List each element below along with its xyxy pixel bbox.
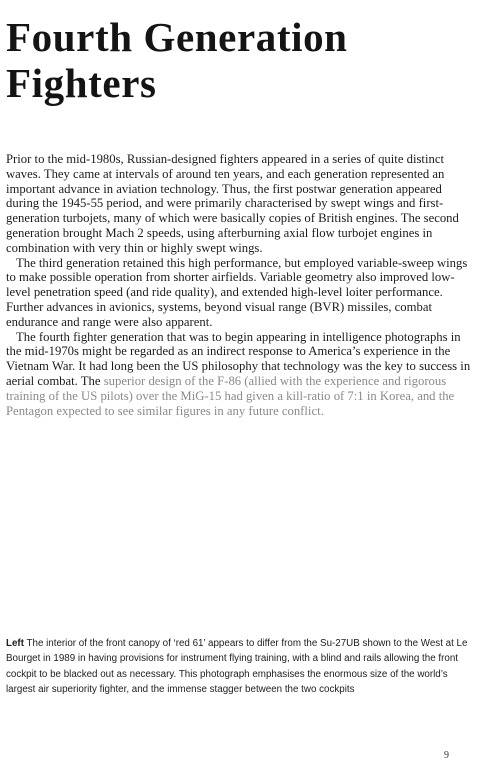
page-number: 9 — [444, 750, 449, 761]
paragraph-3-main: The fourth fighter generation that was to begin appearing in intelligence photographs in the mid-1970s might be regarded as an indirect response to America’s experience in the Vietnam War. It had long been the US philosophy that technology was the key to success in aerial combat. The — [6, 329, 471, 388]
paragraph-1: Prior to the mid-1980s, Russian-designed fighters appeared in a series of quite distinct waves. They came at intervals of around ten years, and each generation represented an important advance in aviation technology. Thus, the first postwar generation appeared during the 1945-55 period, and were primarily characterised by swept wings and first-generation turbojets, many of which were basically copies of British engines. The second generation brought Mach 2 speeds, using afterburning axial flow turbojet engines in combination with very thin or highly swept wings. — [6, 152, 459, 255]
body-text — [6, 152, 477, 418]
title-line-1: Fourth Generation — [6, 14, 348, 60]
paragraph-3-faded: superior design of the F-86 (allied with the experience and rigorous training of the US pilots) over the MiG-15 had given a kill-ratio of 7:1 in Korea, and the Pentagon expected to see similar figures in any future conflict. — [6, 373, 455, 418]
caption-text: The interior of the front canopy of ‘red 61’ appears to differ from the Su-27UB shown to the West at Le Bourget in 1989 in having provisions for instrument flying training, with a blind and rails allowing the front cockpit to be blacked out as necessary. This photograph emphasises the enormous size of the world’s largest air superiority fighter, and the immense stagger between the two cockpits — [6, 638, 468, 696]
page-title — [6, 14, 476, 106]
photo-caption — [6, 636, 468, 698]
paragraph-2: The third generation retained this high performance, but employed variable-sweep wings to make possible operation from shorter airfields. Variable geometry also improved low-level penetration speed (and ride quality), and extended high-level loiter performance. Further advances in avionics, systems, beyond visual range (BVR) missiles, combat endurance and range were also apparent. — [6, 255, 468, 329]
title-line-2: Fighters — [6, 60, 157, 106]
paragraph-3 — [6, 330, 477, 419]
caption-lead: Left — [6, 638, 24, 649]
